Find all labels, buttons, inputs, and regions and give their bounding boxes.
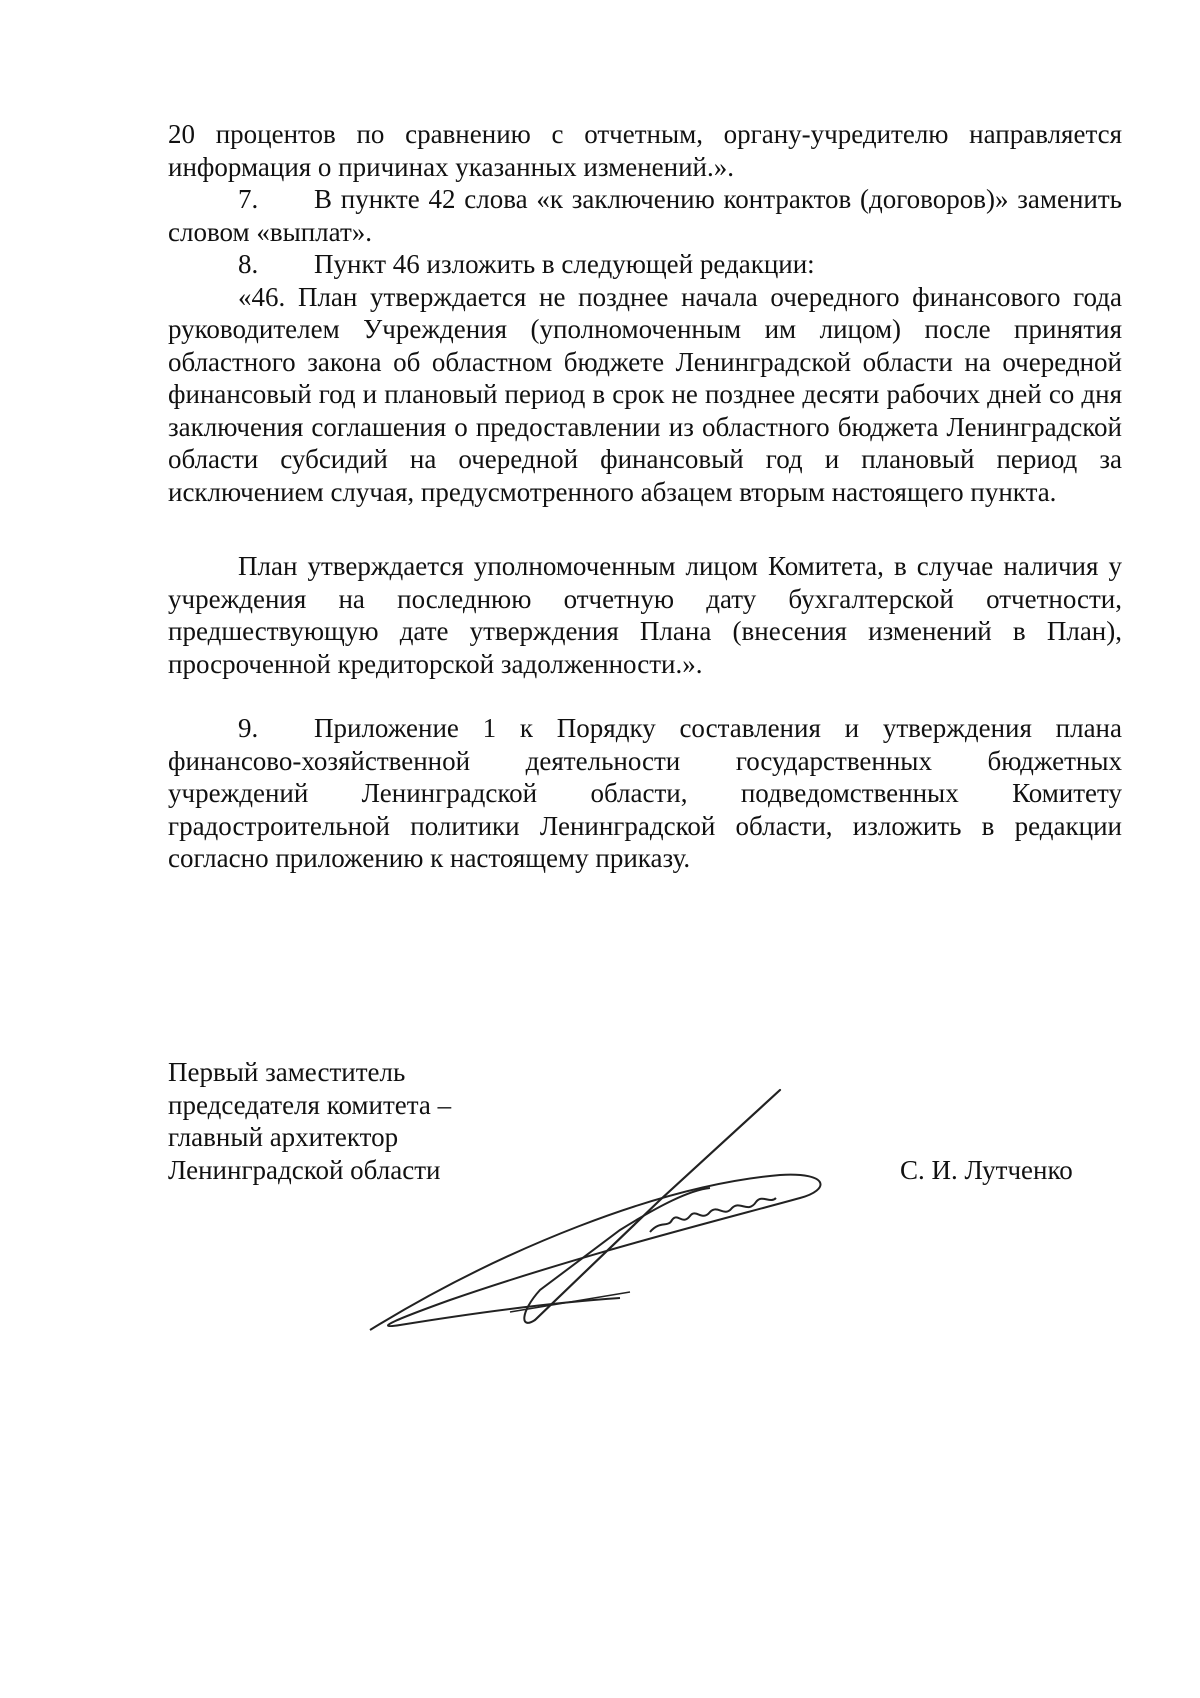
paragraph-item-7: [168, 183, 1122, 248]
item-text: Пункт 46 изложить в следующей редакции:: [314, 249, 815, 279]
item-text: В пункте 42 слова «к заключению контрактов (договоров)» заменить словом «выплат».: [168, 184, 1122, 247]
paragraph-item-8: [168, 248, 1122, 281]
item-number: 7.: [238, 184, 259, 214]
signatory-title-line: Ленинградской области: [168, 1154, 441, 1185]
item-text: Приложение 1 к Порядку составления и утверждения плана финансово-хозяйственной деятельности государственных бюджетных учреждений Ленинградской области, подведомственных Комитету градостроительной политики Ленинградской области, изложить в редакции согласно приложению к настоящему приказу.: [168, 713, 1122, 873]
document-body: [168, 118, 1122, 508]
signatory-title-line: Первый заместитель: [168, 1057, 406, 1087]
item-number: 8.: [238, 249, 259, 279]
handwritten-signature: [360, 1080, 860, 1340]
item-number: 9.: [238, 713, 259, 743]
signatory-title-line: главный архитектор: [168, 1122, 399, 1152]
paragraph-quoted-46: «46. План утверждается не позднее начала очередного финансового года руководителем Учреждения (уполномоченным им лицом) после принятия областного закона об областном бюджете Ленинградской области на очередной финансовый год и плановый период в срок не позднее десяти рабочих дней со дня заключения соглашения о предоставлении из областного бюджета Ленинградской области субсидий на очередной финансовый год и плановый период за исключением случая, предусмотренного абзацем вторым настоящего пункта.: [168, 281, 1122, 507]
paragraph-continuation: 20 процентов по сравнению с отчетным, органу-учредителю направляется информация о причинах указанных изменений.».: [168, 119, 1122, 182]
paragraph-plan-approval: План утверждается уполномоченным лицом Комитета, в случае наличия у учреждения на последнюю отчетную дату бухгалтерской отчетности, предшествующую дате утверждения Плана (внесения изменений в План), просроченной кредиторской задолженности.».: [168, 551, 1122, 679]
document-body-2: [168, 550, 1122, 680]
signatory-title-line: председателя комитета –: [168, 1089, 452, 1120]
paragraph-item-9: [168, 712, 1122, 875]
document-body-3: [168, 712, 1122, 875]
signatory-name: С. И. Лутченко: [900, 1155, 1073, 1185]
